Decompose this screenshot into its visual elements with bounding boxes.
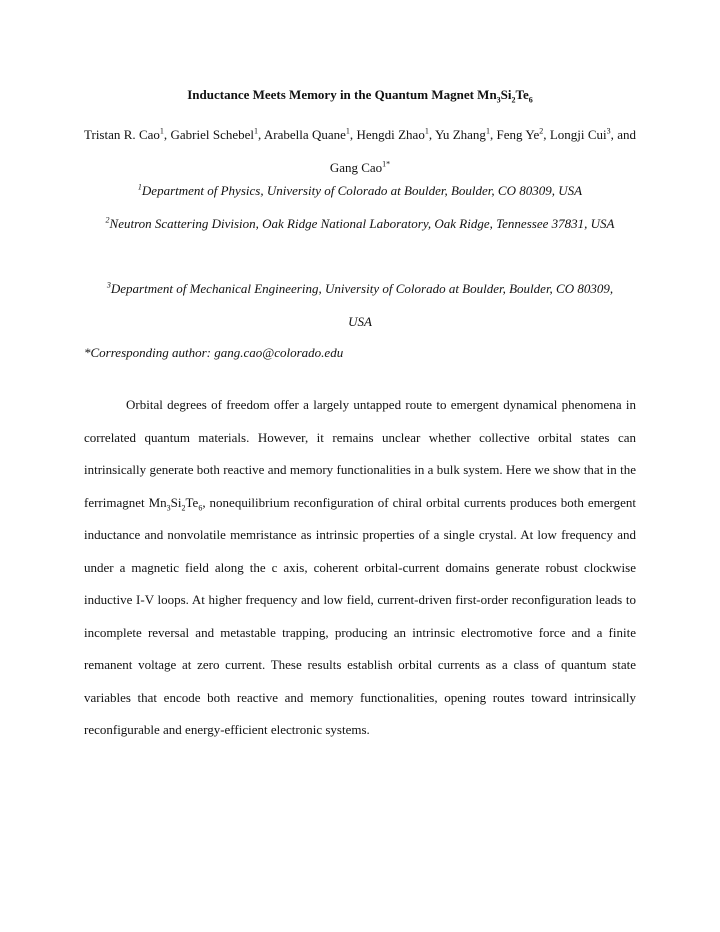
author: Tristan R. Cao$^1$,	[84, 126, 171, 142]
author: Longji Cui$^3$, and	[549, 126, 637, 142]
paper-title: Inductance Meets Memory in the Quantum Magnet $Mn_3Si_2Te_6$	[187, 87, 533, 105]
author: Gabriel Schebel$^1$,	[170, 126, 264, 142]
affiliation-3: $^3$Department of Mechanical Engineering, University of Colorado at Boulder, Boulder, CO 80309, USA	[106, 280, 614, 329]
author: Yu Zhang$^1$,	[434, 126, 497, 142]
author: Gang Cao$^{1*}$	[329, 159, 391, 175]
abstract-paragraph: Orbital degrees of freedom offer a largely untapped route to emergent dynamical phenomena in correlated quantum materials. However, it remains unclear whether collective orbital states can intrinsically generate both reactive and memory functionalities in a bulk system. Here we show that in the ferrimagnet $Mn_3Si_2Te_6$, nonequilibrium reconfiguration of chiral orbital currents produces both emergent inductance and nonvolatile memristance as intrinsic properties of a single crystal. At low frequency and under a magnetic field along the c axis, coherent orbital-current domains generate robust clockwise inductive I-V loops. At higher frequency and low field, current-driven first-order reconfiguration leads to incomplete reversal and metastable trapping, producing an intrinsic electromotive force and a finite remanent voltage at zero current. These results establish orbital currents as a class of quantum state variables that encode both reactive and memory functionalities, opening routes toward intrinsically reconfigurable and energy-efficient electronic systems.	[84, 397, 636, 737]
affiliation-2: $^2$Neutron Scattering Division, Oak Ridge National Laboratory, Oak Ridge, Tennessee 37831, USA	[105, 215, 615, 231]
author: Hengdi Zhao$^1$,	[356, 126, 435, 142]
author: Arabella Quane$^1$,	[263, 126, 357, 142]
author: Feng Ye$^2$,	[496, 126, 550, 142]
corresponding-author: *Corresponding author: gang.cao@colorado.edu	[84, 345, 344, 360]
affiliation-1: $^1$Department of Physics, University of Colorado at Boulder, Boulder, CO 80309, USA	[137, 182, 583, 198]
